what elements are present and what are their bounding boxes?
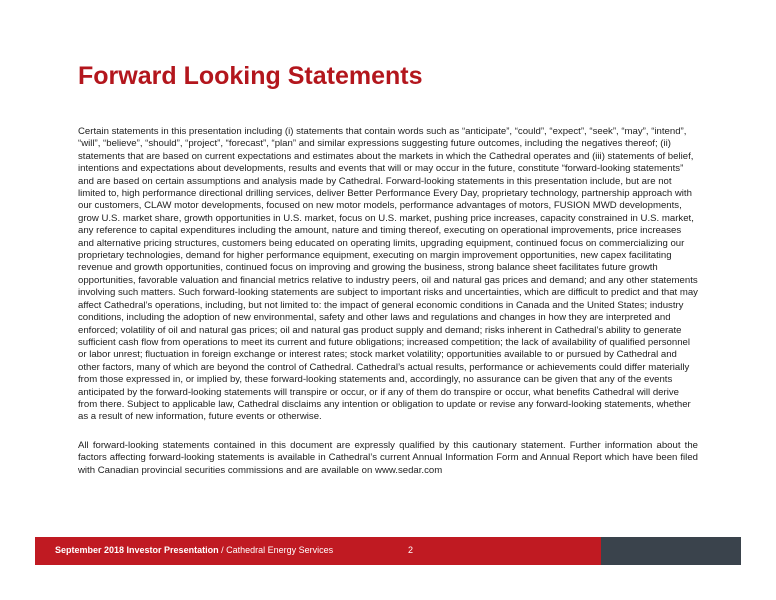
page-number: 2	[408, 545, 414, 555]
footer-presentation-label: September 2018 Investor Presentation	[55, 545, 219, 555]
disclaimer-paragraph-1: Certain statements in this presentation including (i) statements that contain words such as “anticipate”, “could”, “expect”, “seek”, “may”, “intend”, “will”, “believe”, “should”, “project”, “forecast”, “plan” and similar expressions suggesting future outcomes, including the negatives thereof; (ii) statements that are based on current expectations and estimates about the markets in which the Cathedral operates and (iii) statements of belief, intentions and expectations about developments, results and events that will or may occur in the future, constitute “forward-looking statements” and are based on certain assumptions and analysis made by Cathedral. Forward-looking statements in this presentation include, but are not limited to, high performance directional drilling services, deliver Better Performance Every Day, proprietary technology, partnership approach with our customers, CLAW motor developments, focused on new motor models, performance advantages of motors, FUSION MWD developments, grow U.S. market share, growth opportunities in U.S. market, focus on U.S. market, pushing price increases, capacity constrained in U.S. market, any reference to capital expenditures including the amount, nature and timing thereof, executing on operational improvements, price increases and alternative pricing structures, customers being educated on operating limits, upgrading equipment, continued focus on commercializing our proprietary technologies, demand for higher performance equipment, executing on margin improvement opportunities, new capex facilitating revenue and growth opportunities, continued focus on improving and growing the business, strong balance sheet facilitates future growth opportunities, favorable valuation and financial metrics relative to industry peers, oil and natural gas prices and demand; and any other statements involving such matters. Such forward-looking statements are subject to important risks and uncertainties, which are difficult to predict and that may affect Cathedral’s operations, including, but not limited to: the impact of general economic conditions in Canada and the United States; industry conditions, including the adoption of new environmental, safety and other laws and regulations and changes in how they are interpreted and enforced; volatility of oil and natural gas prices; oil and natural gas product supply and demand; risks inherent in Cathedral’s ability to generate sufficient cash flow from operations to meet its current and future obligations; increased competition; the lack of availability of qualified personnel or labor unrest; fluctuation in foreign exchange or interest rates; stock market volatility; opportunities available to or pursued by Cathedral and other factors, many of which are beyond the control of Cathedral. Cathedral’s actual results, performance or achievements could differ materially from those expressed in, or implied by, these forward-looking statements and, accordingly, no assurance can be given that any of the events anticipated by the forward-looking statements will transpire or occur, or if any of them do transpire or occur, what benefits Cathedral will derive from there. Subject to applicable law, Cathedral disclaims any intention or obligation to update or revise any forward-looking statements, whether as a result of new information, future events or otherwise.	[78, 126, 698, 423]
footer-caption	[55, 545, 333, 555]
footer-separator: /	[218, 545, 227, 555]
disclaimer-paragraph-2: All forward-looking statements contained in this document are expressly qualified by this cautionary statement. Further information about the factors affecting forward-looking statements is available in Cathedral’s current Annual Information Form and Annual Report which have been filed with Canadian provincial securities commissions and are available on www.sedar.com	[78, 439, 698, 476]
footer-company: Cathedral Energy Services	[226, 545, 334, 555]
slide-title: Forward Looking Statements	[78, 62, 423, 90]
footer-dark-block	[601, 537, 741, 565]
footer-bar	[35, 537, 741, 565]
disclaimer-body	[78, 126, 698, 477]
